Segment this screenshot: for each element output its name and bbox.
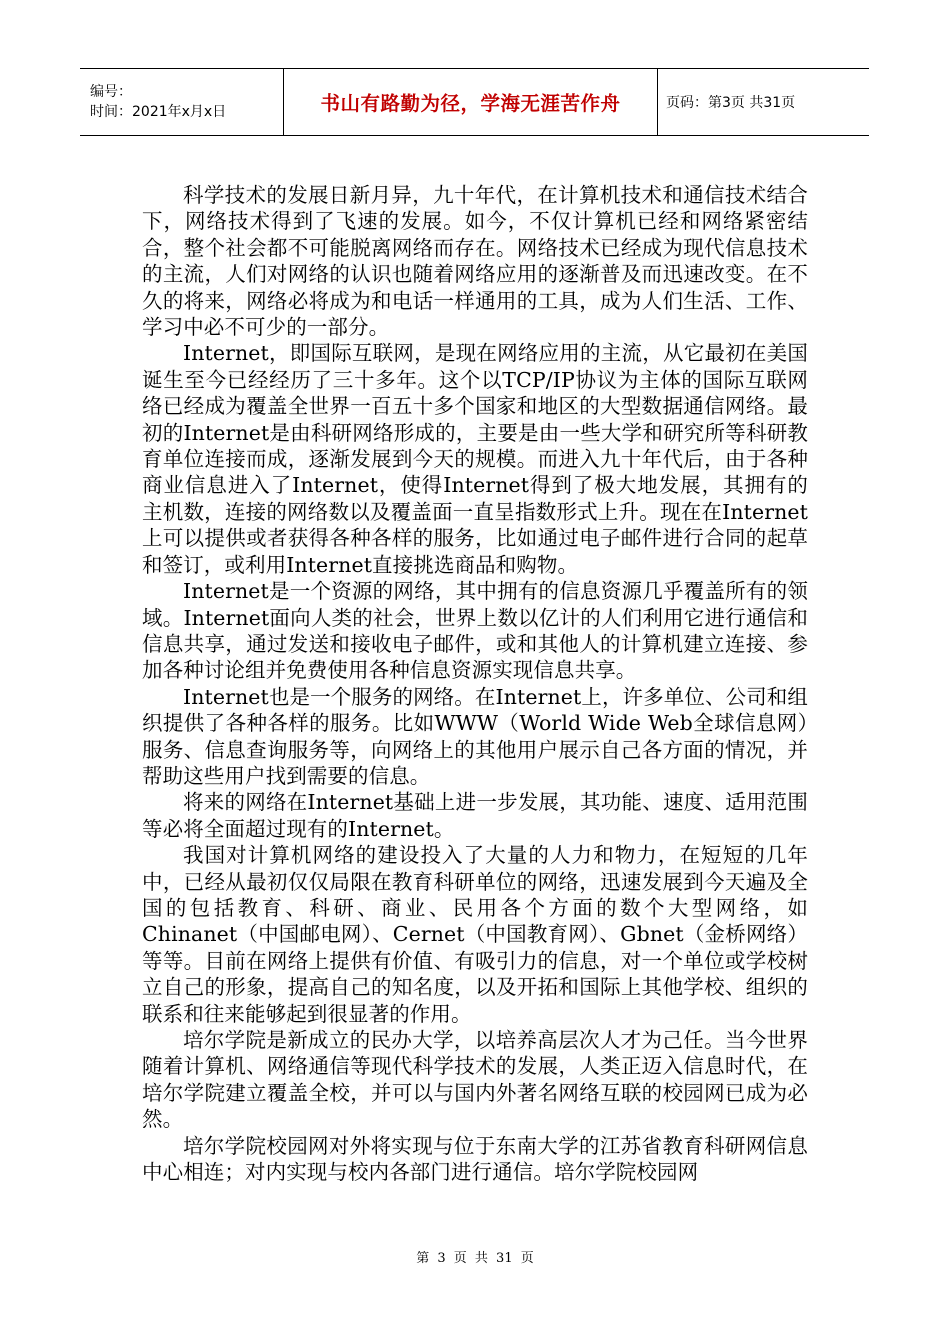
paragraph: 我国对计算机网络的建设投入了大量的人力和物力，在短短的几年中，已经从最初仅仅局限在教育科研单位的网络，迅速发展到今天遍及全国的包括教育、科研、商业、民用各个方面的数个大型网络，如Chinanet（中国邮电网）、Cernet（中国教育网）、Gbnet（金桥网络）等等。目前在网络上提供有价值、有吸引力的信息，对一个单位或学校树立自己的形象，提高自己的知名度，以及开拓和国际上其他学校、组织的联系和往来能够起到很显著的作用。 xyxy=(142,843,808,1026)
time-label: 时间：2021年x月x日 xyxy=(90,104,227,120)
paragraph: 将来的网络在Internet基础上进一步发展，其功能、速度、适用范围等必将全面超过现有的Internet。 xyxy=(142,790,808,841)
paragraph: 培尔学院是新成立的民办大学，以培养高层次人才为己任。当今世界随着计算机、网络通信等现代科学技术的发展，人类正迈入信息时代，在培尔学院建立覆盖全校，并可以与国内外著名网络互联的校园网已成为必然。 xyxy=(142,1028,808,1132)
page-footer xyxy=(0,1247,950,1266)
header-motto xyxy=(283,69,658,135)
footer-page-number: 第 3 页 共 31 页 xyxy=(416,1251,534,1266)
paragraph: 培尔学院校园网对外将实现与位于东南大学的江苏省教育科研网信息中心相连；对内实现与校内各部门进行通信。培尔学院校园网 xyxy=(142,1133,808,1185)
paragraph: 科学技术的发展日新月异，九十年代，在计算机技术和通信技术结合下，网络技术得到了飞速的发展。如今，不仅计算机已经和网络紧密结合，整个社会都不可能脱离网络而存在。网络技术已经成为现代信息技术的主流，人们对网络的认识也随着网络应用的逐渐普及而迅速改变。在不久的将来，网络必将成为和电话一样通用的工具，成为人们生活、工作、学习中必不可少的一部分。 xyxy=(142,183,808,340)
page-header xyxy=(80,68,869,136)
header-page-info xyxy=(658,69,869,135)
header-meta xyxy=(80,69,283,135)
paragraph: Internet是一个资源的网络，其中拥有的信息资源几乎覆盖所有的领域。Internet面向人类的社会，世界上数以亿计的人们利用它进行通信和信息共享，通过发送和接收电子邮件，或和其他人的计算机建立连接、参加各种讨论组并免费使用各种信息资源实现信息共享。 xyxy=(142,579,808,683)
motto-text: 书山有路勤为径，学海无涯苦作舟 xyxy=(320,92,621,115)
page-info-text: 页码：第3页 共31页 xyxy=(666,95,796,111)
number-label: 编号： xyxy=(90,84,132,100)
paragraph: Internet，即国际互联网，是现在网络应用的主流，从它最初在美国诞生至今已经经历了三十多年。这个以TCP/IP协议为主体的国际互联网络已经成为覆盖全世界一百五十多个国家和地区的大型数据通信网络。最初的Internet是由科研网络形成的，主要是由一些大学和研究所等科研教育单位连接而成，逐渐发展到今天的规模。而进入九十年代后，由于各种商业信息进入了Internet，使得Internet得到了极大地发展，其拥有的主机数，连接的网络数以及覆盖面一直呈指数形式上升。现在在Internet上可以提供或者获得各种各样的服务，比如通过电子邮件进行合同的起草和签订，或利用Internet直接挑选商品和购物。 xyxy=(142,341,808,577)
document-body xyxy=(142,182,808,1185)
paragraph: Internet也是一个服务的网络。在Internet上，许多单位、公司和组织提供了各种各样的服务。比如WWW（World Wide Web全球信息网）服务、信息查询服务等，向网络上的其他用户展示自己各方面的情况，并帮助这些用户找到需要的信息。 xyxy=(142,684,808,788)
